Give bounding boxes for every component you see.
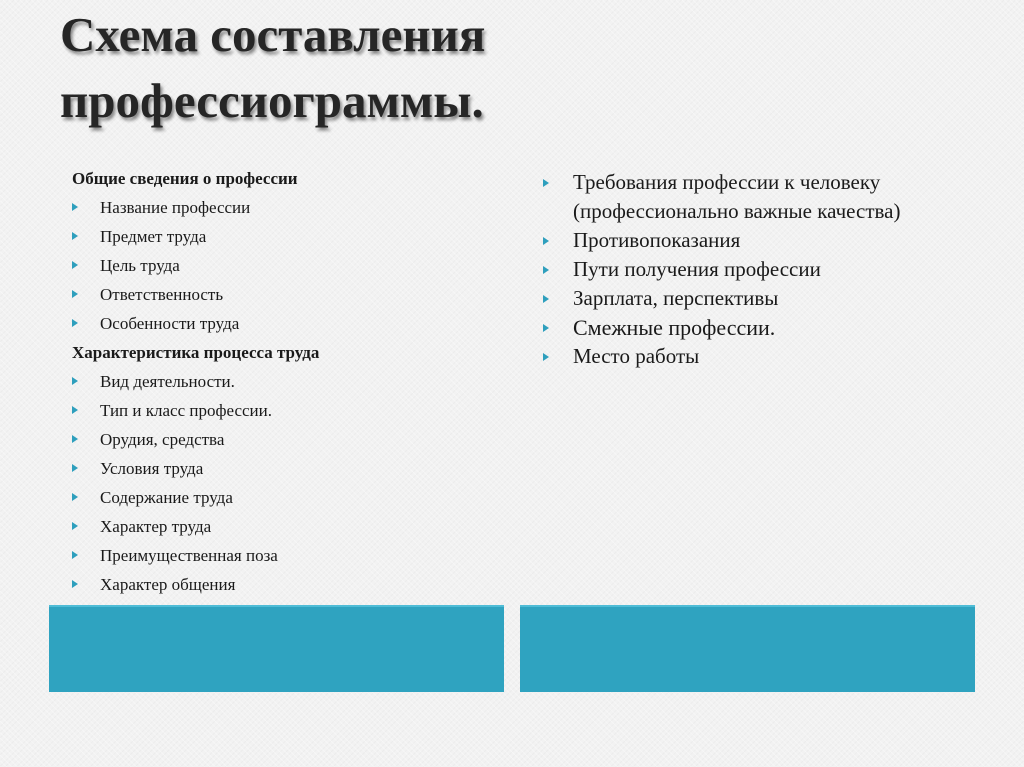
list-item [72, 396, 512, 425]
list-item [72, 425, 512, 454]
list-item-label: Зарплата, перспективы [573, 286, 779, 310]
list-item [543, 168, 983, 226]
decorative-panel-right [520, 605, 975, 692]
list-item-label: Тип и класс профессии. [100, 401, 273, 420]
triangle-bullet-icon [72, 464, 78, 472]
triangle-bullet-icon [72, 319, 78, 327]
list-item-label: Требования профессии к человеку [573, 170, 881, 194]
triangle-bullet-icon [72, 406, 78, 414]
list-item [72, 251, 512, 280]
list-item [72, 483, 512, 512]
list-item [543, 313, 983, 342]
triangle-bullet-icon [72, 435, 78, 443]
heading-work-process: Характеристика процесса труда [72, 343, 320, 362]
triangle-bullet-icon [72, 522, 78, 530]
triangle-bullet-icon [543, 353, 549, 361]
heading-general-info: Общие сведения о профессии [72, 169, 298, 188]
list-item [72, 541, 512, 570]
list-item-label: Противопоказания [573, 228, 741, 252]
list-item-label: Смежные профессии. [573, 315, 776, 340]
list-item-label: Вид деятельности. [100, 372, 235, 391]
list-item [72, 222, 512, 251]
list-item-label: Предмет труда [100, 227, 207, 246]
list-item [543, 255, 983, 284]
list-item-label: Характер труда [100, 517, 212, 536]
triangle-bullet-icon [72, 290, 78, 298]
list-item [72, 367, 512, 396]
list-item-label: Название профессии [100, 198, 251, 217]
title-line-2: профессиограммы. [60, 73, 484, 128]
list-item-label: Характер общения [100, 575, 236, 594]
list-item-label: Ответственность [100, 285, 224, 304]
triangle-bullet-icon [543, 324, 549, 332]
triangle-bullet-icon [543, 266, 549, 274]
triangle-bullet-icon [72, 551, 78, 559]
triangle-bullet-icon [72, 493, 78, 501]
list-item [72, 454, 512, 483]
list-item-label: Содержание труда [100, 488, 233, 507]
triangle-bullet-icon [72, 261, 78, 269]
decorative-panel-left [49, 605, 504, 692]
triangle-bullet-icon [72, 580, 78, 588]
list-item-label: Преимущественная поза [100, 546, 278, 565]
list-item [543, 226, 983, 255]
list-item-label: Цель труда [100, 256, 180, 275]
list-item-label: Пути получения профессии [573, 257, 821, 281]
left-column [72, 164, 512, 599]
list-item [72, 512, 512, 541]
triangle-bullet-icon [543, 295, 549, 303]
right-column [543, 168, 983, 371]
list-item-label: Особенности труда [100, 314, 240, 333]
slide-title [60, 2, 485, 134]
list-item-label: Условия труда [100, 459, 204, 478]
list-item [543, 284, 983, 313]
list-item [72, 280, 512, 309]
list-item [543, 342, 983, 371]
triangle-bullet-icon [543, 179, 549, 187]
triangle-bullet-icon [72, 377, 78, 385]
list-item-label-continued: (профессионально важные качества) [573, 199, 901, 223]
triangle-bullet-icon [72, 203, 78, 211]
title-line-1: Схема составления [60, 7, 486, 62]
list-item-label: Место работы [573, 344, 700, 368]
list-item [72, 193, 512, 222]
list-item [72, 570, 512, 599]
list-item [72, 309, 512, 338]
list-item-label: Орудия, средства [100, 430, 225, 449]
triangle-bullet-icon [543, 237, 549, 245]
triangle-bullet-icon [72, 232, 78, 240]
